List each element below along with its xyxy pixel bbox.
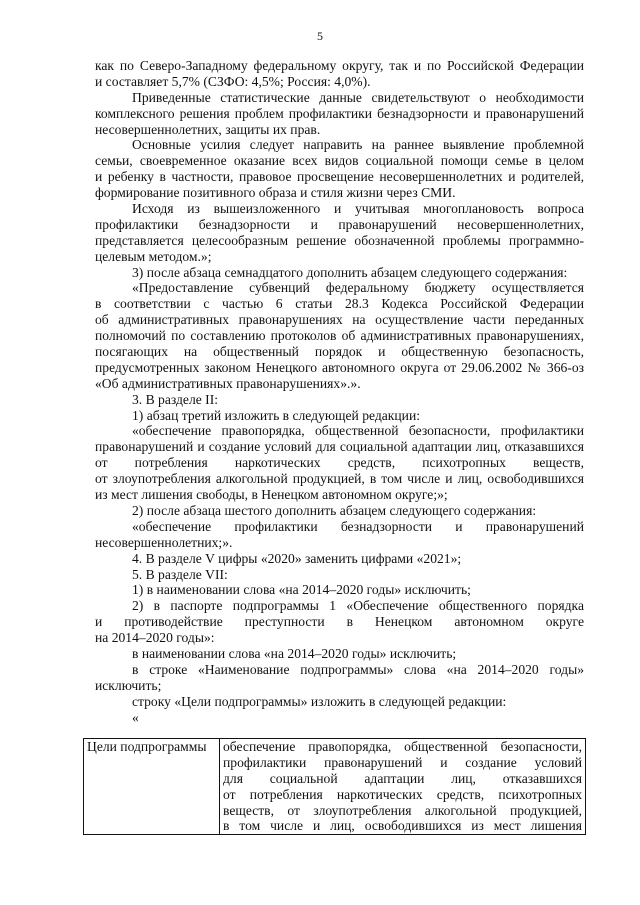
body-text (95, 58, 584, 725)
goals-value-cell (220, 739, 586, 835)
cell-text-line: от потребления наркотических средств, психотропных (223, 786, 582, 802)
text-line: 4. В разделе V цифры «2020» заменить цифрами «2021»; (132, 550, 462, 566)
text-line: представляется целесообразным решение обозначенной проблемы программно- (95, 232, 584, 248)
text-line: «обеспечение профилактики безнадзорности и правонарушений (132, 518, 584, 534)
text-line: «обеспечение правопорядка, общественной безопасности, профилактики (132, 423, 584, 439)
text-line: полномочий по составлению протоколов об административных правонарушениях, (95, 328, 584, 344)
text-line: профилактики безнадзорности и правонарушений несовершеннолетних, (95, 216, 584, 232)
text-line: целевым методом.»; (95, 248, 212, 264)
cell-text-line: в том числе и лиц, освободившихся из мест лишения (223, 818, 582, 834)
table-row (84, 739, 586, 835)
text-line: Приведенные статистические данные свидетельствуют о необходимости (132, 89, 584, 105)
text-line: 3. В разделе II: (132, 391, 219, 407)
text-line: от потребления наркотических средств, психотропных веществ, (95, 455, 584, 471)
text-line: как по Северо-Западному федеральному округу, так и по Российской Федерации (95, 58, 584, 73)
text-line: и составляет 5,7% (СЗФО: 4,5%; Россия: 4,0%). (95, 73, 371, 89)
text-line: исключить; (95, 677, 162, 693)
text-line: «Предоставление субвенций федеральному бюджету осуществляется (132, 280, 584, 296)
text-line: 2) в паспорте подпрограммы 1 «Обеспечение общественного порядка (132, 598, 584, 614)
text-line: предусмотренных законом Ненецкого автономного округа от 29.06.2002 № 366-оз (95, 359, 584, 375)
text-line: несовершеннолетних, защиты их прав. (95, 121, 321, 137)
text-line: в строке «Наименование подпрограммы» слова «на 2014–2020 годы» (132, 661, 584, 677)
text-line: в соответствии с частью 6 статьи 28.3 Кодекса Российской Федерации (95, 296, 584, 312)
text-line: в наименовании слова «на 2014–2020 годы» исключить; (132, 645, 457, 661)
page-number: 5 (317, 29, 323, 43)
text-line: строку «Цели подпрограммы» изложить в следующей редакции: (132, 693, 507, 709)
cell-text-line: обеспечение правопорядка, общественной безопасности, (223, 739, 582, 754)
text-line: «Об административных правонарушениях».». (95, 375, 361, 391)
text-line: Основные усилия следует направить на раннее выявление проблемной (132, 137, 584, 153)
text-line: семьи, своевременное оказание всех видов социальной помощи семье в целом (95, 153, 584, 169)
text-line: и противодействие преступности в Ненецком автономном округе (95, 614, 584, 630)
text-line: 3) после абзаца семнадцатого дополнить абзацем следующего содержания: (132, 264, 568, 280)
text-line: посягающих на общественный порядок и общественную безопасность, (95, 344, 584, 360)
text-line: об административных правонарушениях на осуществление части переданных (95, 312, 584, 328)
text-line: и ребенку в частности, правовое просвещение несовершеннолетних и родителей, (95, 169, 584, 185)
text-line: правонарушений и создание условий для социальной адаптации лиц, отказавшихся (95, 439, 584, 455)
text-line: « (132, 709, 139, 725)
text-line: несовершеннолетних;». (95, 534, 233, 550)
text-line: 1) абзац третий изложить в следующей редакции: (132, 407, 421, 423)
text-line: формирование позитивного образа и стиля жизни через СМИ. (95, 185, 456, 201)
goals-table (83, 738, 586, 835)
goals-label-cell: Цели подпрограммы (84, 739, 220, 835)
cell-text-line: для социальной адаптации лиц, отказавшихся (223, 770, 582, 786)
cell-text-line: профилактики правонарушений и создание условий (223, 754, 582, 770)
text-line: 2) после абзаца шестого дополнить абзацем следующего содержания: (132, 502, 537, 518)
text-line: от злоупотребления алкогольной продукцией, в том числе и лиц, освободившихся (95, 471, 584, 487)
text-line: 5. В разделе VII: (132, 566, 228, 582)
cell-text-line: веществ, от злоупотребления алкогольной продукцией, (223, 802, 582, 818)
text-line: комплексного решения проблем профилактики безнадзорности и правонарушений (95, 105, 584, 121)
text-line: на 2014–2020 годы»: (95, 630, 215, 646)
text-line: из мест лишения свободы, в Ненецком автономном округе;»; (95, 487, 448, 503)
text-line: 1) в наименовании слова «на 2014–2020 годы» исключить; (132, 582, 471, 598)
text-line: Исходя из вышеизложенного и учитывая многоплановость вопроса (132, 201, 584, 217)
